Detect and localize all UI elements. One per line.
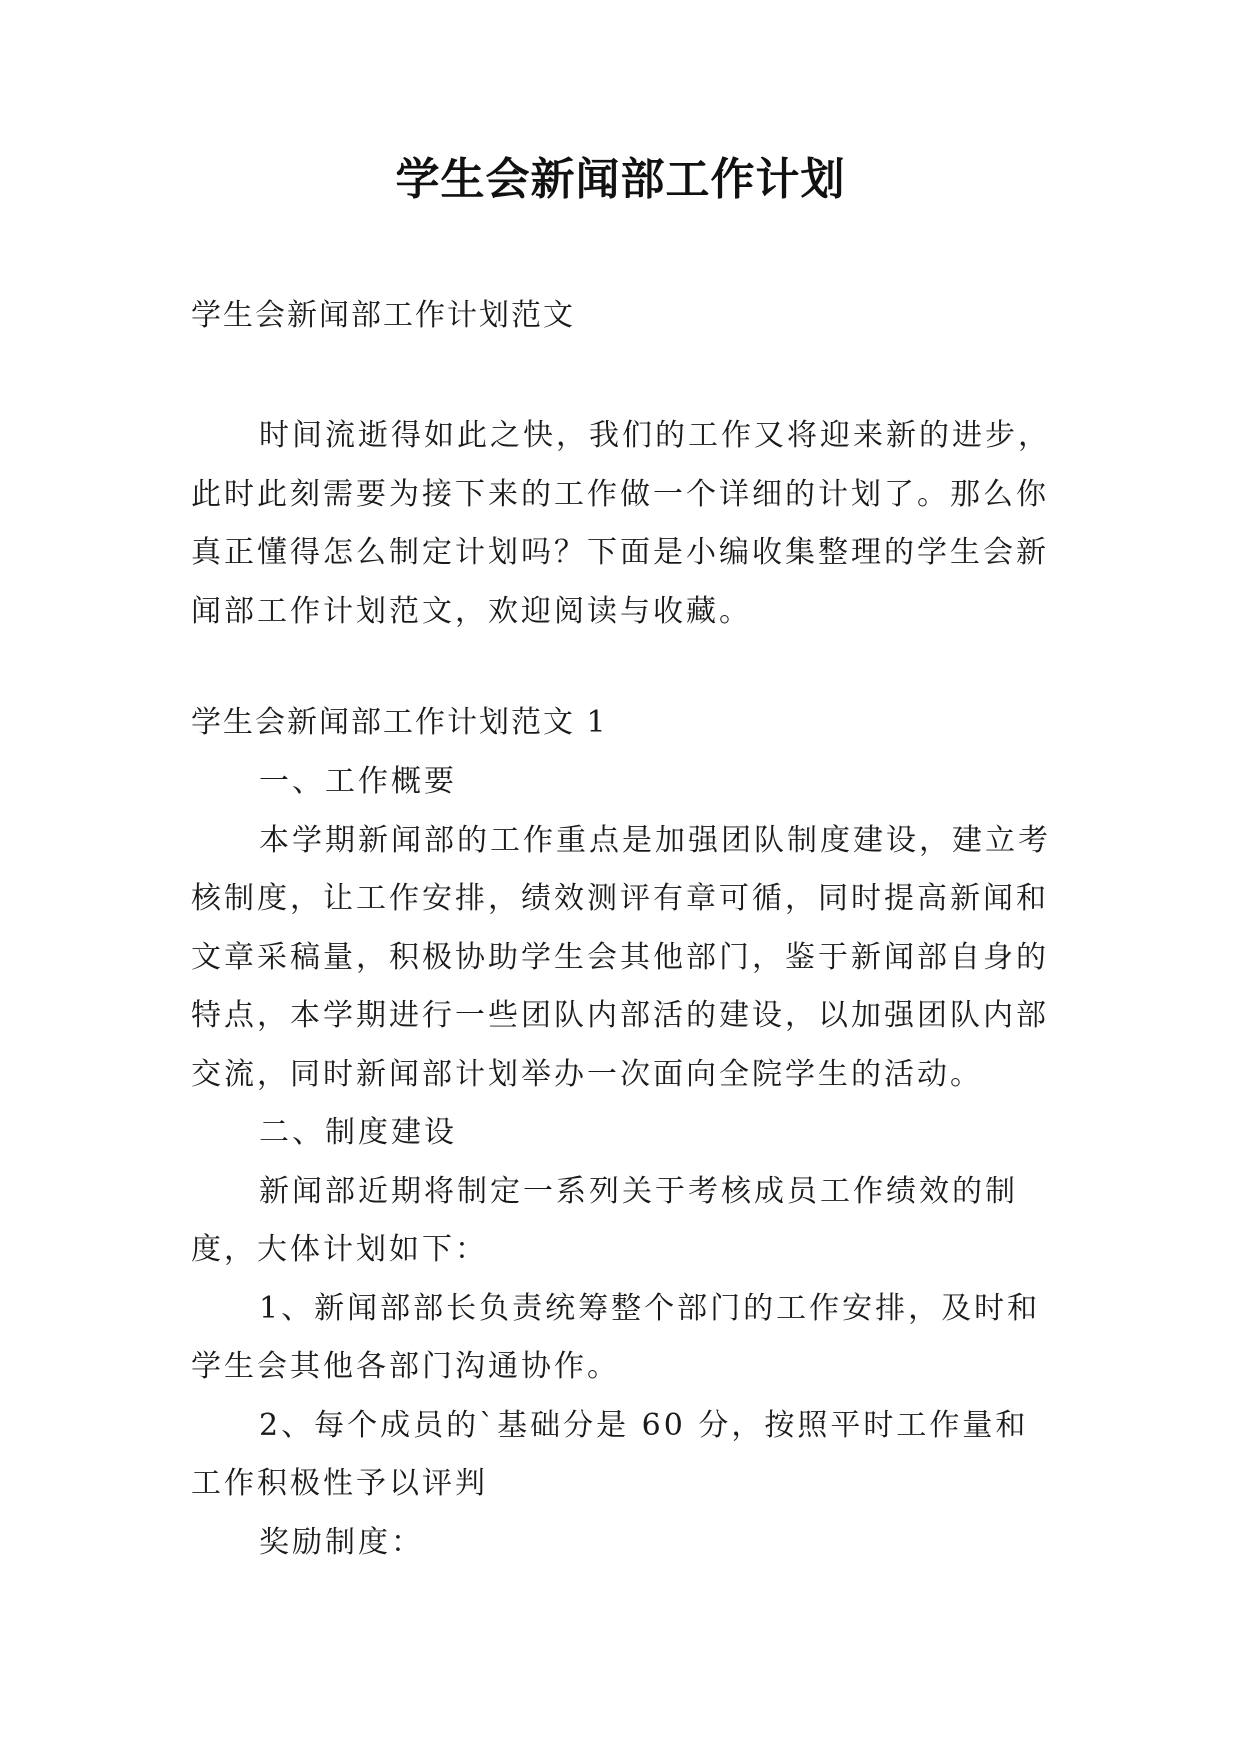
reward-system-label: 奖励制度：	[259, 1524, 424, 1560]
list-item-1: 1、新闻部部长负责统筹整个部门的工作安排，及时和学生会其他各部门沟通协作。	[191, 1290, 1041, 1384]
heading-work-overview: 一、工作概要	[259, 764, 457, 799]
page-title: 学生会新闻部工作计划	[395, 154, 846, 205]
paragraph-work-overview: 本学期新闻部的工作重点是加强团队制度建设，建立考核制度，让工作安排，绩效测评有章可循，同时提高新闻和文章采稿量，积极协助学生会其他部门，鉴于新闻部自身的特点，本学期进行一些团队内部活的建设，以加强团队内部交流，同时新闻部计划举办一次面向全院学生的活动。	[191, 822, 1051, 1092]
heading-system-building: 二、制度建设	[259, 1115, 457, 1150]
list-item-2: 2、每个成员的`基础分是 60 分，按照平时工作量和工作积极性予以评判	[191, 1407, 1029, 1501]
document-subtitle: 学生会新闻部工作计划范文	[191, 298, 575, 333]
section-body	[191, 753, 1061, 1572]
paragraph-system-building: 新闻部近期将制定一系列关于考核成员工作绩效的制度，大体计划如下：	[191, 1173, 1018, 1267]
section-heading: 学生会新闻部工作计划范文 1	[191, 705, 608, 740]
intro-paragraph: 时间流逝得如此之快，我们的工作又将迎来新的进步，此时此刻需要为接下来的工作做一个详细的计划了。那么你真正懂得怎么制定计划吗？下面是小编收集整理的学生会新闻部工作计划范文，欢迎阅读与收藏。	[191, 418, 1051, 629]
